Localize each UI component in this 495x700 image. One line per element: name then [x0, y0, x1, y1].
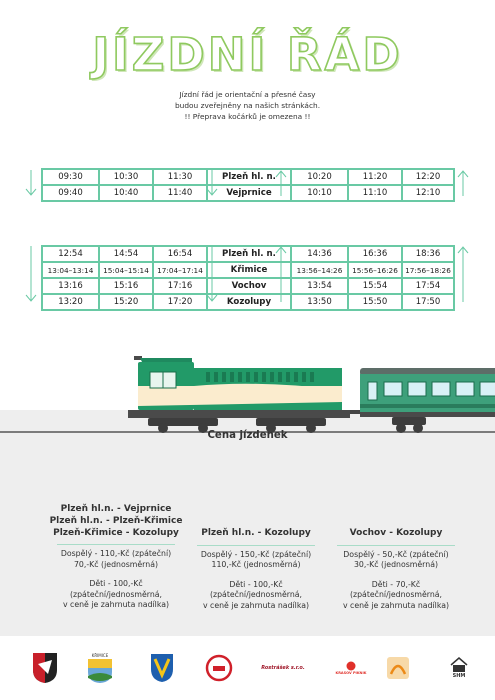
child-price-line: (zpáteční/jednosměrná,	[349, 590, 443, 600]
timetable-vejprnice	[41, 168, 455, 202]
time-cell: 09:40	[42, 185, 99, 201]
time-cell: 15:50	[348, 294, 402, 310]
route-title: Plzeň hl.n. - Plzeň-Křimice	[49, 515, 183, 526]
train-illustration	[0, 350, 495, 440]
divider	[337, 545, 455, 546]
intro-text	[0, 89, 495, 122]
adult-price	[46, 549, 186, 570]
adult-price-line: 110,-Kč (jednosměrná)	[211, 560, 301, 570]
child-price-line: (zpáteční/jednosměrná,	[69, 589, 163, 599]
time-cell: 10:40	[99, 185, 153, 201]
adult-price	[186, 550, 326, 571]
station-cell: Vochov	[207, 278, 291, 294]
station-cell: Vejprnice	[207, 185, 291, 201]
route-title: Plzeň hl.n. - Kozolupy	[201, 528, 311, 538]
route-title: Vochov - Kozolupy	[349, 528, 443, 538]
rostrasek-logo	[258, 650, 308, 686]
orange-square-logo	[384, 650, 412, 686]
time-cell: 13:16	[42, 278, 99, 294]
time-cell: 17:54	[402, 278, 454, 294]
station-cell: Plzeň hl. n.	[207, 246, 291, 262]
time-cell: 11:20	[348, 169, 402, 185]
time-cell: 13:54	[291, 278, 348, 294]
red-dot-logo	[326, 650, 376, 686]
time-cell: 15:04–15:14	[99, 262, 153, 278]
station-cell: Křimice	[207, 262, 291, 278]
adult-price-line: Dospělý - 110,-Kč (zpáteční)	[60, 549, 172, 559]
arrow-down-icon	[25, 170, 37, 196]
table-row	[42, 185, 454, 201]
adult-price	[326, 550, 466, 571]
time-cell: 13:50	[291, 294, 348, 310]
time-cell: 10:10	[291, 185, 348, 201]
coat-of-arms-red-logo	[30, 650, 60, 686]
adult-price-line: 70,-Kč (jednosměrná)	[73, 559, 159, 569]
table-row	[42, 262, 454, 278]
shm-logo-text: SHM	[452, 673, 466, 679]
intro-line-2: budou zveřejněny na našich stránkách.	[174, 101, 321, 110]
time-cell: 14:54	[99, 246, 153, 262]
time-cell: 10:20	[291, 169, 348, 185]
child-price	[186, 580, 326, 612]
coat-of-arms-blue-logo	[148, 650, 176, 686]
rostrasek-logo-text: Rostrášek s.r.o.	[261, 665, 305, 671]
time-cell: 17:50	[402, 294, 454, 310]
time-cell: 10:30	[99, 169, 153, 185]
time-cell: 16:36	[348, 246, 402, 262]
intro-line-1: Jízdní řád je orientační a přesné časy	[179, 90, 316, 99]
timetable-kozolupy	[41, 245, 455, 311]
sponsor-logos	[0, 650, 495, 690]
time-cell: 09:30	[42, 169, 99, 185]
child-price-line: Děti - 100,-Kč	[89, 579, 143, 589]
time-cell: 16:54	[153, 246, 207, 262]
child-price-line: v ceně je zahrnuta nadílka)	[62, 600, 170, 610]
price-column-1	[46, 504, 186, 611]
red-circle-logo	[204, 650, 234, 686]
child-price	[326, 580, 466, 612]
time-cell: 17:16	[153, 278, 207, 294]
time-cell: 12:54	[42, 246, 99, 262]
route-title: Plzeň hl.n. - Vejprnice	[60, 504, 172, 514]
price-heading: Cena jízdenek	[207, 430, 288, 441]
adult-price-line: 30,-Kč (jednosměrná)	[353, 560, 439, 570]
time-cell: 14:36	[291, 246, 348, 262]
intro-line-3: !! Přeprava kočárků je omezena !!	[184, 112, 311, 121]
time-cell: 13:20	[42, 294, 99, 310]
time-cell: 11:40	[153, 185, 207, 201]
station-cell: Plzeň hl. n.	[207, 169, 291, 185]
divider	[57, 544, 175, 545]
child-price	[46, 579, 186, 611]
krimice-logo-text: KŘIMICE	[91, 652, 109, 658]
child-price-line: v ceně je zahrnuta nadílka)	[202, 600, 310, 610]
time-cell: 17:04–17:14	[153, 262, 207, 278]
price-column-2	[186, 528, 326, 611]
adult-price-line: Dospělý - 150,-Kč (zpáteční)	[200, 549, 312, 559]
shm-logo	[444, 650, 474, 686]
time-cell: 15:20	[99, 294, 153, 310]
time-cell: 13:56–14:26	[291, 262, 348, 278]
child-price-line: (zpáteční/jednosměrná,	[209, 590, 303, 600]
red-dot-logo-text: KRASOV PIKNIK	[335, 671, 367, 675]
adult-price-line: Dospělý - 50,-Kč (zpáteční)	[343, 549, 449, 559]
table-row	[42, 294, 454, 310]
time-cell: 17:20	[153, 294, 207, 310]
child-price-line: v ceně je zahrnuta nadílka)	[342, 600, 450, 610]
child-price-line: Děti - 70,-Kč	[371, 579, 421, 589]
divider	[197, 545, 315, 546]
table-row	[42, 278, 454, 294]
station-cell: Kozolupy	[207, 294, 291, 310]
krimice-logo	[84, 650, 116, 686]
table-row	[42, 169, 454, 185]
page-title: JÍZDNÍ ŘÁD	[92, 28, 403, 81]
route-title: Plzeň-Křimice - Kozolupy	[53, 527, 179, 538]
time-cell: 13:04–13:14	[42, 262, 99, 278]
time-cell: 15:54	[348, 278, 402, 294]
time-cell: 11:30	[153, 169, 207, 185]
time-cell: 15:16	[99, 278, 153, 294]
arrow-up-icon	[457, 170, 469, 196]
price-column-3	[326, 528, 466, 611]
child-price-line: Děti - 100,-Kč	[229, 579, 283, 589]
time-cell: 12:20	[402, 169, 454, 185]
table-row	[42, 246, 454, 262]
arrow-down-icon	[25, 246, 37, 302]
time-cell: 18:36	[402, 246, 454, 262]
arrow-up-icon	[457, 246, 469, 302]
time-cell: 17:56–18:26	[402, 262, 454, 278]
time-cell: 12:10	[402, 185, 454, 201]
time-cell: 11:10	[348, 185, 402, 201]
time-cell: 15:56–16:26	[348, 262, 402, 278]
